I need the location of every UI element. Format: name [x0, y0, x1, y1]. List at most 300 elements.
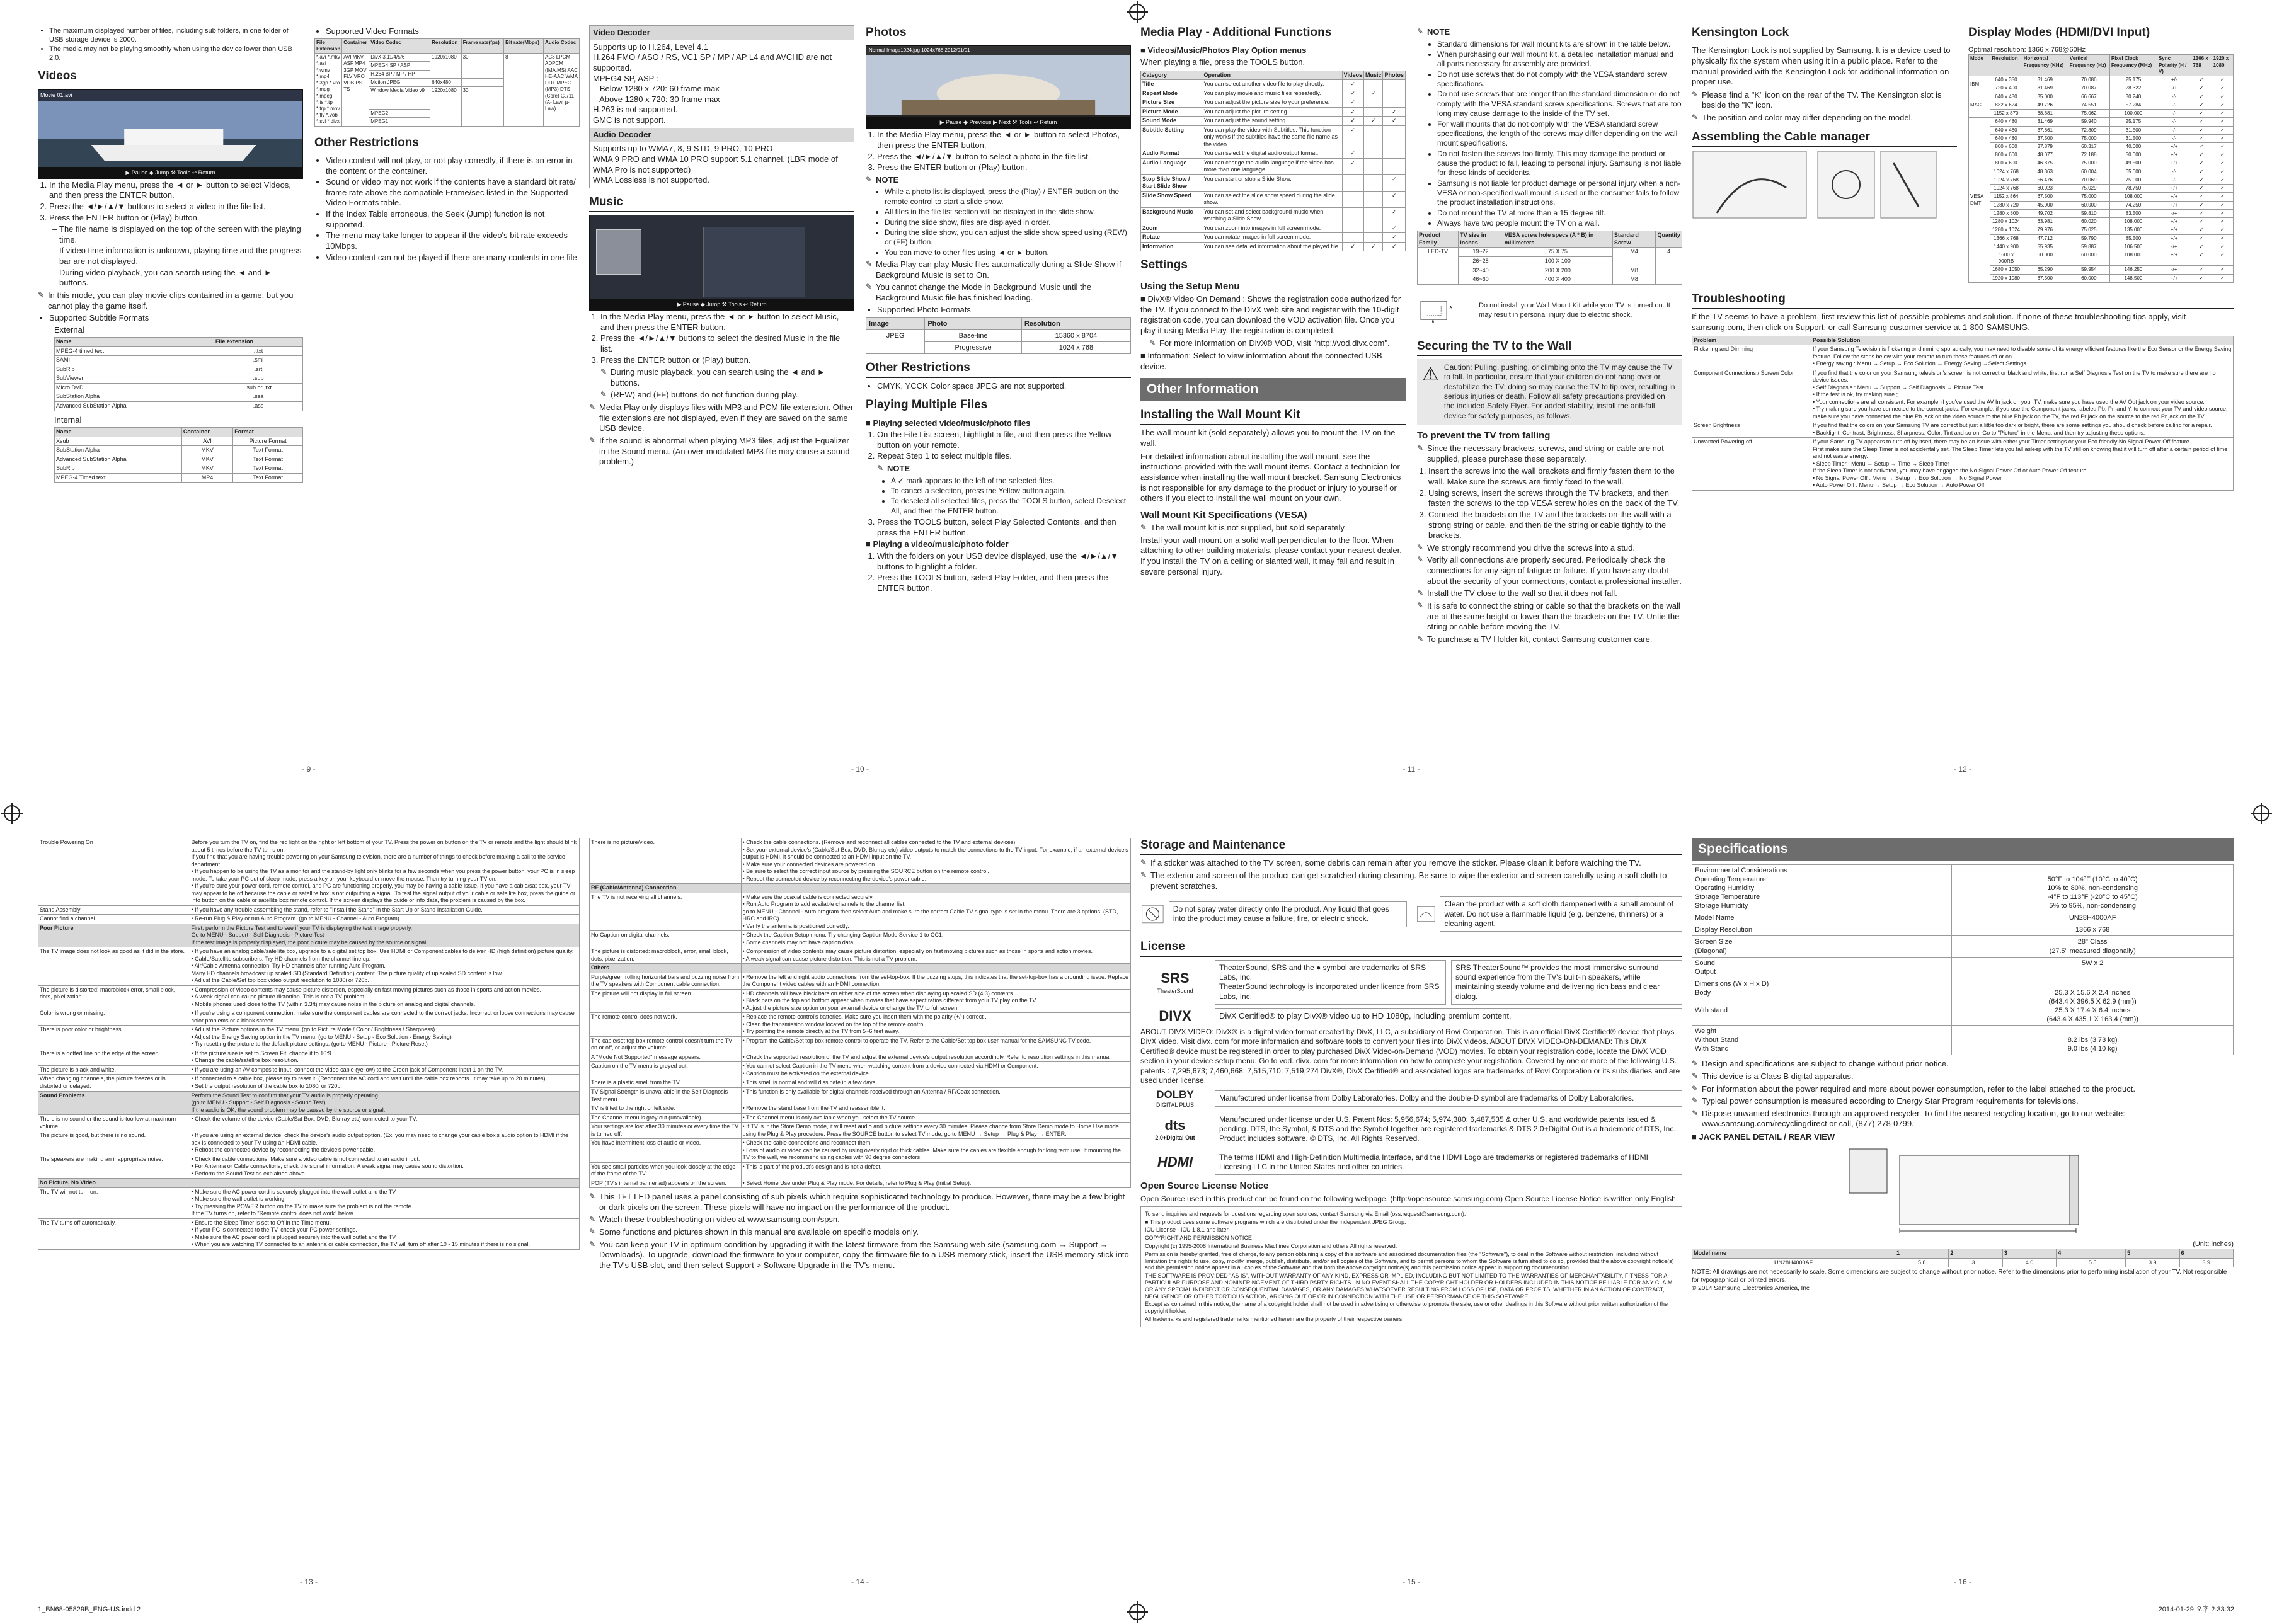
- video-steps: [38, 180, 303, 224]
- divx-logo: DIVX: [1159, 1007, 1191, 1024]
- check-cell: ✓: [1363, 89, 1383, 98]
- spec-label: Display Resolution: [1692, 924, 1952, 936]
- table-cell: 60.004: [2068, 168, 2109, 176]
- pf-photo: Progressive: [925, 342, 1021, 354]
- table-cell: ✓: [2212, 243, 2233, 251]
- spec-label: Sound Output: [1692, 957, 1952, 978]
- table-cell: 60.020: [2068, 218, 2109, 226]
- check-cell: [1383, 98, 1406, 108]
- table-cell: ✓: [2212, 76, 2233, 84]
- band-title: Other Information: [1140, 378, 1406, 401]
- option-row: [1141, 89, 1406, 98]
- intro-bullets: [38, 26, 303, 62]
- table-cell: Stop Slide Show / Start Slide Show: [1141, 174, 1202, 191]
- multi-note-title: ✎ NOTE: [877, 464, 1131, 474]
- table-header: Category: [1141, 71, 1202, 80]
- page-note: ✎ Watch these troubleshooting on video at www.samsung.com/spsn.: [589, 1215, 1131, 1225]
- table-cell: You can play the video with Subtitles. This function only works if the subtitles have the same file name as the video.: [1202, 125, 1342, 149]
- table-cell: 35.000: [2022, 93, 2068, 101]
- trouble-solution: • If the picture size is set to Screen Fit, change it to 16:9. • Change the cable/satellite box resolution.: [190, 1049, 579, 1065]
- music-step: 2. Press the ◄/►/▲/▼ buttons to select the desired Music in the file list.: [600, 333, 854, 354]
- table-header: Photos: [1383, 71, 1406, 80]
- license-line: Copyright (c) 1995-2008 International Business Machines Corporation and others All rights reserved.: [1145, 1243, 1397, 1250]
- check-cell: ✓: [1342, 117, 1363, 126]
- video-title: Movie 01.avi: [40, 91, 72, 98]
- trouble-solution: • Remove the stand base from the TV and reassemble it.: [741, 1104, 1130, 1114]
- check-cell: ✓: [1342, 158, 1363, 174]
- page-14: [589, 838, 1131, 1591]
- storage-note: ✎ If a sticker was attached to the TV screen, some debris can remain after you remove the sticker. Please clean it before watching the TV.: [1140, 858, 1682, 869]
- divx-note: ✎ For more information on DivX® VOD, visit "http://vod.divx.com".: [1149, 338, 1406, 349]
- vesa-note: • Samsung is not liable for product damage or personal injury when a non-VESA or non-specified wall mount is used or the consumer fails to follow the product installation instructions.: [1437, 179, 1682, 208]
- table-cell: ✓: [2212, 159, 2233, 168]
- wall-text1: The wall mount kit (sold separately) allows you to mount the TV on the wall.: [1140, 428, 1396, 449]
- table-cell: 832 x 624: [1990, 101, 2022, 109]
- caution-text: Caution: Pulling, pushing, or climbing onto the TV may cause the TV to fall. In particular, ensure that your children do not hang over or destabilize the TV; doing so may cause the TV to tip over, resulting in serious injuries or death. Follow all safety precautions provided on the included Safety Flyer. For added stability, install the anti-fall device for safety purposes, as follows.: [1443, 362, 1675, 420]
- table-header: Mode: [1969, 55, 1990, 76]
- section-title: Other Restrictions: [314, 135, 580, 152]
- table-cell: 49.702: [2022, 209, 2068, 217]
- no-spray-icon: [1140, 895, 1165, 933]
- spec-row: [1692, 978, 2234, 1025]
- vt-hole: 200 X 200: [1503, 266, 1612, 275]
- trouble-solution: • Make sure the coaxial cable is connected securely. • Run Auto Program to add available channels to the channel list. go to MENU - Channel - Auto program then select Auto and make sure the correct Cable TV signal type is set in the menu. There are 3 options. (STD, HRC and IRC) • Verify the antenna is positioned correctly.: [741, 893, 1130, 931]
- trouble-problem: Color is wrong or missing.: [38, 1009, 190, 1026]
- trouble-solution: Before you turn the TV on, find the red light on the right or left bottom of your TV. Press the power on button on the TV or remote and the light should blink about 5 times before the TV turns on. If you find that you are having trouble powering on your Samsung television, there are a number of things to check before making a call to the service department. • If you happen to be using the TV as a monitor and the stand-by light only blinks for a few seconds when you press the power button, your PC is in sleep mode. To take your PC out of sleep mode, press a key on your keyboard or move the mouse. Then try turning your TV on. • If you're sure your power cord, remote control, and PC are functioning properly, you may be having a cable issue. If you have a cable/sat box, your TV may appear to be off because the cable or satellite box is not outputting a signal. To test the signal output of your cable or satellite box, press the guide or info button on the cable or satellite box remote control. If the screen displays the guide or info data, the problem is caused by the box.: [190, 838, 579, 906]
- vf-codec: Window Media Video v9: [369, 87, 430, 110]
- table-cell: .ssa: [214, 392, 302, 402]
- vesa-title: Wall Mount Kit Specifications (VESA): [1140, 509, 1307, 520]
- vesa-note: • Standard dimensions for wall mount kits are shown in the table below.: [1437, 40, 1682, 49]
- trouble-problem: When changing channels, the picture freezes or is distorted or delayed.: [38, 1075, 190, 1091]
- check-cell: ✓: [1383, 174, 1406, 191]
- trouble-problem: TV Signal Strength is unavailable in the Self Diagnosis Test menu.: [590, 1087, 742, 1104]
- music-note: ✎ (REW) and (FF) buttons do not function during play.: [600, 390, 854, 401]
- option-intro: When playing a file, press the TOOLS button.: [1140, 57, 1305, 67]
- page-number: - 9 -: [302, 764, 316, 774]
- trouble-problem: TV is tilted to the right or left side.: [590, 1104, 742, 1114]
- table-cell: ✓: [2212, 266, 2233, 274]
- table-cell: -/-: [2157, 118, 2191, 126]
- check-cell: ✓: [1342, 149, 1363, 159]
- table-cell: 48.077: [2022, 151, 2068, 159]
- vf-res: 1920x1080: [430, 87, 462, 127]
- check-cell: [1363, 80, 1383, 89]
- table-row: [55, 437, 303, 446]
- table-cell: 1440 x 900: [1990, 243, 2022, 251]
- trouble-solution: • Check the volume of the device (Cable/Sat Box, DVD, Blu-ray etc) connected to your TV.: [190, 1115, 579, 1131]
- table-cell: 49.500: [2109, 159, 2157, 168]
- table-cell: Rotate: [1141, 233, 1202, 243]
- table-cell: -/+: [2157, 266, 2191, 274]
- table-header: TV size in inches: [1459, 231, 1503, 248]
- trouble-solution: • Check the cable connections and reconnect them. • Loss of audio or video can be caused by using overly rigid or thick cables. Make sure the cables are flexible enough for long term use. If mounting the TV to the wall, we recommend using cables with 90 degree connectors.: [741, 1139, 1130, 1163]
- table-cell: 79.976: [2022, 226, 2068, 234]
- table-cell: 108.000: [2109, 218, 2157, 226]
- table-cell: 1280 x 1024: [1990, 226, 2022, 234]
- table-cell: 640 x 480: [1990, 93, 2022, 101]
- vf-fps: 30: [461, 87, 504, 127]
- vesa-table: [1417, 231, 1682, 284]
- page-12: [1692, 25, 2234, 778]
- trouble-solution: • Program the Cable/Set top box remote control to operate the TV. Refer to the Cable/Set top box user manual for the SAMSUNG TV code.: [741, 1036, 1130, 1053]
- prevent-note: ✎ Since the necessary brackets, screws, and string or cable are not supplied, please purchase these separately.: [1417, 443, 1682, 464]
- table-cell: +/+: [2157, 159, 2191, 168]
- spec-label: Dimensions (W x H x D) Body With stand: [1692, 978, 1952, 1025]
- table-cell: 67.500: [2022, 274, 2068, 282]
- table-cell: 37.879: [2022, 142, 2068, 151]
- trouble-row: [590, 1053, 1131, 1062]
- spec-value: 5W x 2: [1952, 957, 2234, 978]
- table-cell: 1280 x 800: [1990, 209, 2022, 217]
- photo-step: 2. Press the ◄/►/▲/▼ button to select a photo in the file list.: [877, 152, 1131, 163]
- spec-value: 25.3 X 15.6 X 2.4 inches (643.4 X 396.5 X 62.9 (mm)) 25.3 X 17.4 X 6.4 inches (643.4 X 435.1 X 163.4 (mm)): [1952, 978, 2234, 1025]
- trouble-solution: • This function is only available for digital channels received through an Antenna / RF/Coax connection.: [741, 1087, 1130, 1104]
- page-number: - 12 -: [1953, 764, 1971, 774]
- trouble-row: [38, 1187, 580, 1218]
- table-cell: 25.175: [2109, 76, 2157, 84]
- trouble-solution: • If you're using a component connection, make sure the component cables are connected to the correct jacks. Incorrect or loose connections may cause color problems or a blank screen.: [190, 1009, 579, 1026]
- trouble-problem: There is a plastic smell from the TV.: [590, 1078, 742, 1088]
- dolby-text: Manufactured under license from Dolby Laboratories. Dolby and the double-D symbol are trademarks of Dolby Laboratories.: [1215, 1090, 1682, 1106]
- vf-codec: MPEG2: [369, 110, 430, 118]
- table-header: Name: [55, 428, 182, 437]
- table-header: Container: [181, 428, 232, 437]
- table-cell: ✓: [2212, 118, 2233, 126]
- trouble-row: [590, 1123, 1131, 1139]
- table-cell: 1024 x 768: [1990, 176, 2022, 184]
- table-cell: ✓: [2191, 176, 2212, 184]
- photo-step: 1. In the Media Play menu, press the ◄ or ► button to select Photos, then press the ENTER button.: [877, 130, 1131, 151]
- trouble-problem: Poor Picture: [38, 924, 190, 947]
- decoder-line: H.264 FMO / ASO / RS, VC1 SP / MP / AP L4 and AVCHD are not supported.: [593, 52, 832, 72]
- table-header: 1: [1895, 1249, 1949, 1259]
- multi-note: • A ✓ mark appears to the left of the selected files.: [891, 476, 1131, 486]
- spec-label: Weight Without Stand With Stand: [1692, 1026, 1952, 1055]
- table-cell: You can adjust the picture setting.: [1202, 107, 1342, 117]
- table-cell: AVI: [181, 437, 232, 446]
- section-title: Settings: [1140, 258, 1406, 275]
- table-cell: ✓: [2191, 110, 2212, 118]
- trouble-solution: • Re-run Plug & Play or run Auto Program. (go to MENU - Channel - Auto Program): [190, 915, 579, 924]
- table-cell: 59.940: [2068, 118, 2109, 126]
- trouble-row: [590, 1179, 1131, 1188]
- vf-audio: AC3 LPCM ADPCM (IMA,MS) AAC HE-AAC WMA DD+ MPEG (MP3) DTS (Core) G.711 (A- Law, µ- Law): [544, 54, 580, 127]
- table-row: [55, 374, 303, 384]
- spray-warning: [1140, 895, 1407, 933]
- vt-family: LED-TV: [1418, 248, 1459, 284]
- license-line: Except as contained in this notice, the name of a copyright holder shall not be used in advertising or otherwise to promote the sale, use or other dealings in this Software without prior written authorization of the copyright holder.: [1145, 1301, 1668, 1315]
- table-cell: You can set and select background music when watching a Slide Show.: [1202, 207, 1342, 224]
- section-title: Videos: [38, 69, 303, 86]
- mode-row: [1969, 118, 2234, 126]
- multi-steps: [866, 430, 1131, 462]
- table-cell: +/+: [2157, 226, 2191, 234]
- table-cell: ✓: [2191, 193, 2212, 201]
- page-number: - 11 -: [1403, 764, 1420, 774]
- spec-row: [1692, 936, 2234, 957]
- table-cell: Zoom: [1141, 224, 1202, 233]
- table-cell: -/+: [2157, 243, 2191, 251]
- section-title: Installing the Wall Mount Kit: [1140, 408, 1406, 425]
- spec-label: Screen Size (Diagonal): [1692, 936, 1952, 957]
- table-cell: MKV: [181, 446, 232, 455]
- vesa-note: ✎ The wall mount kit is not supplied, but sold separately.: [1140, 523, 1406, 534]
- trouble-row: [1692, 421, 2234, 438]
- table-cell: 146.250: [2109, 266, 2157, 274]
- multi-step: 1. With the folders on your USB device displayed, use the ◄/►/▲/▼ buttons to highlight a folder.: [877, 551, 1131, 572]
- table-cell: 68.681: [2022, 110, 2068, 118]
- trouble-solution: If you find that the colors on your Samsung TV are correct but just a little too dark or bright, there are some settings you should check before calling for a repair. • Backlight, Contrast, Brightness, Sharpness, Color, Tint and so on. Go to "Picture" in the Menu, and then try adjusting these options.: [1811, 421, 2233, 438]
- decoder-line: – Below 1280 x 720: 60 frame max: [593, 84, 720, 94]
- table-header: Product Family: [1418, 231, 1459, 248]
- table-header: Name: [55, 338, 214, 347]
- table-cell: 30.240: [2109, 93, 2157, 101]
- trouble-problem: Caption on the TV menu is greyed out.: [590, 1062, 742, 1078]
- table-cell: You can start or stop a Slide Show.: [1202, 174, 1342, 191]
- mode-row: [1969, 243, 2234, 251]
- trouble-problem: No Caption on digital channels.: [590, 931, 742, 947]
- check-cell: [1363, 125, 1383, 149]
- table-cell: ✓: [2212, 168, 2233, 176]
- trouble-solution: • Remove the left and right audio connections from the set-top-box. If the buzzing stops, this indicates that the set-top-box has a grounding issue. Replace the Component video cables with an HDMI connection.: [741, 973, 1130, 989]
- page-9: [38, 25, 580, 778]
- vf-containers: AVI MKV ASF MP4 3GP MOV FLV VRO VOB PS TS: [342, 54, 369, 127]
- table-header: Operation: [1202, 71, 1342, 80]
- table-cell: ✓: [2191, 234, 2212, 243]
- check-cell: ✓: [1383, 107, 1406, 117]
- table-header: Resolution: [430, 38, 462, 53]
- dim-note: NOTE: All drawings are not necessarily to scale. Some dimensions are subject to change without prior notice. Refer to the dimensions prior to performing installation of your TV. Not responsible for typographical or printed errors.: [1692, 1269, 2227, 1284]
- table-cell: +/+: [2157, 201, 2191, 209]
- table-cell: ✓: [2191, 243, 2212, 251]
- section-title: License: [1140, 939, 1682, 956]
- check-cell: [1363, 233, 1383, 243]
- table-cell: SubStation Alpha: [55, 446, 182, 455]
- table-header: 4: [2057, 1249, 2126, 1259]
- spec-label: Model Name: [1692, 912, 1952, 924]
- trouble-row: [590, 1139, 1131, 1163]
- page-15: [1140, 838, 1682, 1591]
- check-cell: [1383, 149, 1406, 159]
- dts-text: Manufactured under license under U.S. Patent Nos: 5,956,674; 5,974,380; 6,487,535 & other U.S. and worldwide patents issued & pending. DTS, the Symbol, & DTS and the Symbol together are registered trademarks & DTS 2.0+Digital Out is a trademark of DTS, Inc. Product includes software. © DTS, Inc. All Rights Reserved.: [1215, 1112, 1682, 1147]
- table-cell: ✓: [2191, 201, 2212, 209]
- table-cell: +/+: [2157, 193, 2191, 201]
- section-row: [590, 964, 1131, 973]
- check-cell: [1363, 149, 1383, 159]
- check-cell: ✓: [1383, 117, 1406, 126]
- photo-note: ✎ You cannot change the Mode in Background Music until the Background Music file has finished loading.: [866, 282, 1131, 303]
- mode-row: [1969, 84, 2234, 93]
- vf-codec: MPEG1: [369, 118, 430, 126]
- caution-box: [1417, 359, 1682, 425]
- music-note: ✎ During music playback, you can search using the ◄ and ► buttons.: [600, 367, 854, 388]
- table-cell: 83.500: [2109, 209, 2157, 217]
- table-cell: +/+: [2157, 142, 2191, 151]
- multi-steps-2: [866, 551, 1131, 594]
- table-cell: ✓: [2191, 168, 2212, 176]
- decoder-line: MPEG4 SP, ASP :: [593, 73, 659, 83]
- table-cell: 1152 x 864: [1990, 193, 2022, 201]
- vf-codec: H.264 BP / MP / HP: [369, 70, 430, 78]
- trouble-solution: • Check the supported resolution of the TV and adjust the external device's output resolution accordingly. Refer to resolution settings in this manual.: [741, 1053, 1130, 1062]
- vt-size: 19~22: [1459, 248, 1503, 257]
- table-cell: MKV: [181, 464, 232, 474]
- page-note: ✎ You can keep your TV in optimum condition by upgrading it with the latest firmware from the Samsung web site (samsung.com → Support → Downloads). To upgrade, download the firmware to your computer, copy the firmware file to a USB memory stick, insert the USB memory stick into the TV's USB slot, and then select Support > Software Upgrade in the TV's menu.: [589, 1240, 1131, 1271]
- table-cell: 45.000: [2022, 201, 2068, 209]
- vesa-text: Install your wall mount on a solid wall perpendicular to the floor. When attaching to other building materials, please contact your nearest dealer. If you install the TV on a ceiling or slanted wall, it may fall and result in severe personal injury.: [1140, 535, 1402, 576]
- table-cell: ✓: [2212, 201, 2233, 209]
- table-cell: 70.069: [2068, 176, 2109, 184]
- table-cell: 75.000: [2068, 193, 2109, 201]
- check-cell: [1363, 207, 1383, 224]
- music-screenshot: [589, 215, 854, 311]
- spec-note: ✎ For information about the power required and more about power consumption, refer to the label attached to the product.: [1692, 1084, 2234, 1095]
- spec-value: 1366 x 768: [1952, 924, 2234, 936]
- prevent-note: ✎ We strongly recommend you drive the screws into a stud.: [1417, 543, 1682, 554]
- vt-hole: 100 X 100: [1503, 257, 1612, 266]
- table-cell: 75.000: [2068, 159, 2109, 168]
- check-cell: ✓: [1383, 233, 1406, 243]
- kensington-note: ✎ The position and color may differ depending on the model.: [1692, 113, 1957, 123]
- trouble-solution: • If you have any trouble assembling the stand, refer to "Install the Stand" in the Start Up or Stand Installation Guide.: [190, 905, 579, 915]
- trouble-problem: The speakers are making an inappropriate noise.: [38, 1155, 190, 1179]
- kensington-note: ✎ Please find a "K" icon on the rear of the TV. The Kensington slot is beside the "K" icon.: [1692, 90, 1957, 111]
- copyright: © 2014 Samsung Electronics America, Inc: [1692, 1285, 1810, 1293]
- option-row: [1141, 174, 1406, 191]
- srs-left: TheaterSound, SRS and the ● symbol are trademarks of SRS Labs, Inc. TheaterSound technology is incorporated under licence from SRS Labs, Inc.: [1215, 960, 1446, 1005]
- table-header: Bit rate(Mbps): [504, 38, 544, 53]
- table-cell: 46.875: [2022, 159, 2068, 168]
- trouble-solution: • If you are using an external device, check the device's audio output option. (Ex. you may need to change your cable box's audio option to HDMI if the box is connected to your TV using an HDMI cable. • Reboot the connected device by reconnecting the device's power cable.: [190, 1131, 579, 1155]
- table-cell: 50.000: [2109, 151, 2157, 159]
- table-cell: Audio Language: [1141, 158, 1202, 174]
- table-cell: 75.000: [2109, 176, 2157, 184]
- table-cell: 106.500: [2109, 243, 2157, 251]
- trouble-problem: POP (TV's internal banner ad) appears on the screen.: [590, 1179, 742, 1188]
- cloth-icon: [1416, 895, 1436, 933]
- option-row: [1141, 107, 1406, 117]
- table-header: Standard Screw: [1612, 231, 1656, 248]
- print-footer-date: 2014-01-29 오후 2:33:32: [2158, 1606, 2234, 1613]
- table-cell: 60.000: [2068, 251, 2109, 266]
- trouble-problem: Others: [590, 964, 742, 973]
- kens-text: The Kensington Lock is not supplied by Samsung. It is a device used to physically fix the system when using it in a public place. Refer to the manual provided with the Kensington Lock for additional information on proper use.: [1692, 45, 1951, 87]
- vesa-note: • Do not use screws that do not comply with the VESA standard screw specifications.: [1437, 70, 1682, 89]
- table-cell: .sub or .txt: [214, 383, 302, 392]
- table-cell: Picture Mode: [1141, 107, 1202, 117]
- dts-logo: dts 2.0+Digital Out: [1155, 1117, 1195, 1141]
- section-title: Music: [589, 195, 854, 212]
- table-cell: 59.887: [2068, 243, 2109, 251]
- table-header: Resolution: [1990, 55, 2022, 76]
- table-cell: ✓: [2212, 209, 2233, 217]
- table-cell: ✓: [2191, 185, 2212, 193]
- multi-sub2: ■ Playing a video/music/photo folder: [866, 539, 1009, 549]
- trouble-problem: There is no picture/video.: [590, 838, 742, 884]
- table-cell: 75.025: [2068, 226, 2109, 234]
- trouble-problem: A "Mode Not Supported" message appears.: [590, 1053, 742, 1062]
- table-cell: 640 x 350: [1990, 76, 2022, 84]
- vt-screw: M4: [1612, 248, 1656, 266]
- music-note: ✎ If the sound is abnormal when playing MP3 files, adjust the Equalizer in the Sound menu. (An over-modulated MP3 file may cause a sound problem.): [589, 436, 854, 467]
- page-16: [1692, 838, 2234, 1591]
- table-cell: Background Music: [1141, 207, 1202, 224]
- table-cell: 1366 x 768: [1990, 234, 2022, 243]
- vt-screw: M8: [1612, 275, 1656, 285]
- table-cell: 100.000: [2109, 110, 2157, 118]
- check-cell: ✓: [1363, 242, 1383, 251]
- video-step: 1. In the Media Play menu, press the ◄ or ► button to select Videos, and then press the ENTER button.: [49, 180, 303, 201]
- trouble-row: [38, 1218, 580, 1249]
- table-cell: Text Format: [233, 464, 303, 474]
- check-cell: [1383, 125, 1406, 149]
- check-cell: ✓: [1342, 89, 1363, 98]
- trouble-row: [590, 1162, 1131, 1179]
- dim-cell: 3.1: [1949, 1258, 2002, 1267]
- photo-note: ✎ Media Play can play Music files automatically during a Slide Show if Background Music is set to On.: [866, 260, 1131, 280]
- trouble-problem: Flickering and Dimming: [1692, 345, 1811, 369]
- check-cell: [1363, 158, 1383, 174]
- env-value: 50°F to 104°F (10°C to 40°C) 10% to 80%, non-condensing -4°F to 113°F (-20°C to 45°C) 5% to 95%, non-condensing: [1952, 864, 2234, 912]
- mode-row: [1969, 134, 2234, 142]
- music-note: ✎ Media Play only displays files with MP3 and PCM file extension. Other file extensions are not displayed, even if they are saved on the same USB device.: [589, 403, 854, 434]
- mode-row: [1969, 193, 2234, 201]
- table-cell: ✓: [2212, 101, 2233, 109]
- page-number: - 13 -: [299, 1577, 318, 1586]
- table-cell: -/+: [2157, 84, 2191, 93]
- trouble-row: [38, 838, 580, 906]
- tilt-text: Do not install your Wall Mount Kit while your TV is turned on. It may result in personal injury due to electric shock.: [1479, 302, 1670, 319]
- trouble-solution: • Replace the remote control's batteries. Make sure you insert them with the polarity (+/-) correct . • Clean the transmission window located on the top of the remote control. • Try pointing the remote directly at the TV from 5~6 feet away.: [741, 1013, 1130, 1037]
- photo-formats-table: [866, 317, 1131, 354]
- trouble-solution: • If TV is in the Store Demo mode, it will reset audio and picture settings every 30 minutes. Please change from Store Demo mode to Home Use mode using the Plug & Play procedure. Press the SOURCE button to select TV mode, go to MENU → Setup → Plug & Play → ENTER.: [741, 1123, 1130, 1139]
- trouble-row: [590, 931, 1131, 947]
- prevent-note: ✎ It is safe to connect the string or cable so that the brackets on the wall are at the same height or lower than the brackets on the TV. Untie the string or cable before moving the TV.: [1417, 601, 1682, 632]
- trouble-solution: • This is part of the product's design and is not a defect.: [741, 1162, 1130, 1179]
- table-cell: Text Format: [233, 446, 303, 455]
- warning-icon: ⚠: [1422, 363, 1439, 385]
- table-header: Sync Polarity (H / V): [2157, 55, 2191, 76]
- table-cell: ✓: [2191, 76, 2212, 84]
- mode-row: [1969, 218, 2234, 226]
- trouble-solution: • Make sure the AC power cord is securely plugged into the wall outlet and the TV. • Make sure the wall outlet is working. • Try pressing the POWER button on the TV to make sure the problem is not the remote. If the TV turns on, refer to "Remote control does not work" below.: [190, 1187, 579, 1218]
- spray-text: Do not spray water directly onto the product. Any liquid that goes into the product may cause a failure, fire, or electric shock.: [1169, 901, 1407, 927]
- audio-decoder-line: WMA 9 PRO and WMA 10 PRO support 5.1 channel. (LBR mode of WMA Pro is not supported): [593, 154, 838, 174]
- trouble-row: [38, 905, 580, 915]
- table-cell: 56.476: [2022, 176, 2068, 184]
- photo-image: [866, 55, 1130, 115]
- audio-decoder-title: Audio Decoder: [590, 128, 854, 142]
- table-cell: 37.500: [2022, 134, 2068, 142]
- table-cell: 40.000: [2109, 142, 2157, 151]
- check-cell: ✓: [1383, 207, 1406, 224]
- mode-row: [1969, 159, 2234, 168]
- check-cell: [1363, 107, 1383, 117]
- trouble-row: [38, 1075, 580, 1091]
- table-cell: ✓: [2212, 193, 2233, 201]
- option-row: [1141, 125, 1406, 149]
- trouble-row: [38, 947, 580, 986]
- spec-note: ✎ Design and specifications are subject to change without prior notice.: [1692, 1059, 2234, 1070]
- music-step: 3. Press the ENTER button or (Play) button.: [600, 355, 854, 366]
- internal-subtitle-table: [54, 427, 303, 483]
- license-line: To send inquiries and requests for questions regarding open sources, contact Samsung via Email (oss.request@samsung.com).: [1145, 1210, 1466, 1217]
- mode-row: [1969, 176, 2234, 184]
- vf-codec: Motion JPEG: [369, 78, 430, 86]
- trouble-row: [38, 1009, 580, 1026]
- table-cell: 75.029: [2068, 185, 2109, 193]
